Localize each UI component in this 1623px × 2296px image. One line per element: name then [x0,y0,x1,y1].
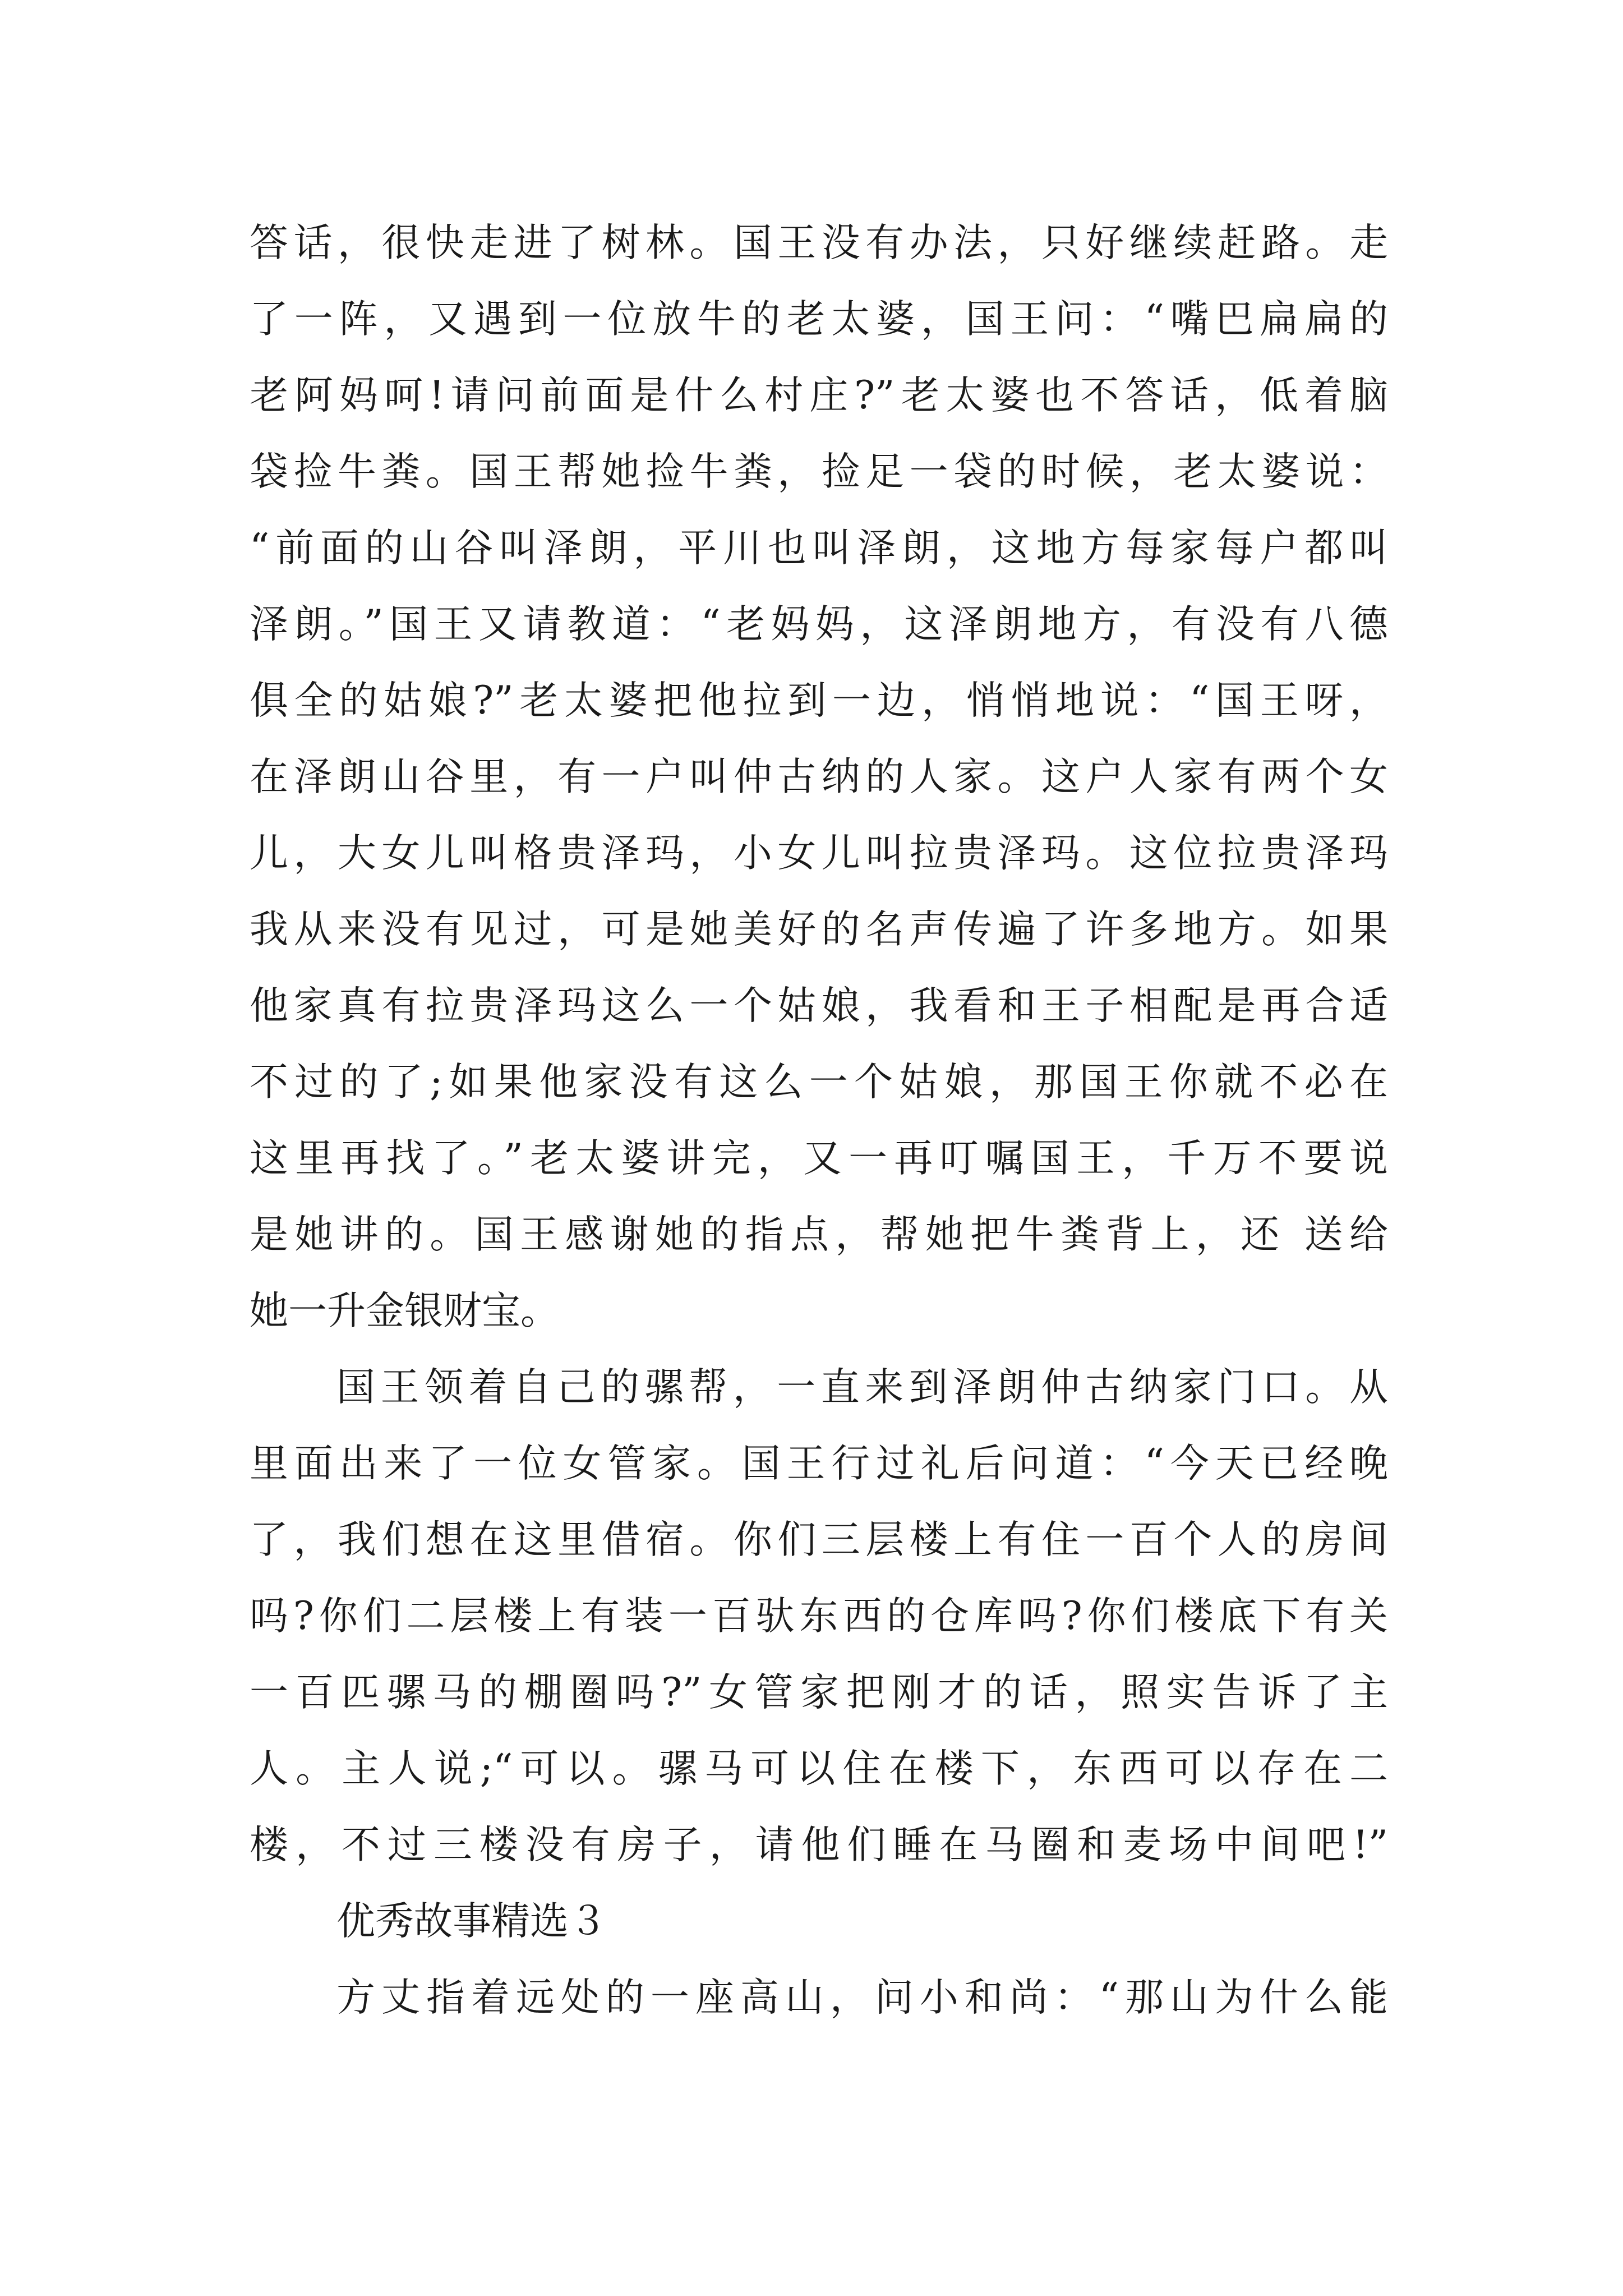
text-line: 泽朗。”国王又请教道：“老妈妈，这泽朗地方，有没有八德 [250,602,1388,647]
text-line: 她一升金银财宝。 [250,1289,559,1333]
text-line: 优秀故事精选３ [336,1899,607,1944]
text-line: 不过的了;如果他家没有这么一个姑娘，那国王你就不必在 [250,1060,1388,1105]
text-line: 人。主人说;“可以。骡马可以住在楼下，东西可以存在二 [250,1746,1388,1791]
text-line: 吗?你们二层楼上有装一百驮东西的仓库吗?你们楼底下有关 [250,1594,1388,1639]
text-line: 他家真有拉贵泽玛这么一个姑娘，我看和王子相配是再合适 [250,983,1388,1028]
text-line: 答话，很快走进了树林。国王没有办法，只好继续赶路。走 [250,220,1388,265]
body-text [250,205,1388,2036]
text-line: 这里再找了。”老太婆讲完，又一再叮嘱国王，千万不要说 [250,1136,1388,1181]
text-line: 一百匹骡马的棚圈吗?”女管家把刚才的话，照实告诉了主 [250,1670,1388,1715]
text-line: 楼，不过三楼没有房子，请他们睡在马圈和麦场中间吧!” [250,1823,1388,1867]
text-line: 老阿妈呵!请问前面是什么村庄?”老太婆也不答话，低着脑 [250,373,1388,418]
text-line: 俱全的姑娘?”老太婆把他拉到一边，悄悄地说：“国王呀， [250,678,1388,723]
text-line: “前面的山谷叫泽朗，平川也叫泽朗，这地方每家每户都叫 [250,526,1388,570]
text-line: 方丈指着远处的一座高山，问小和尚：“那山为什么能 [336,1975,1388,2020]
text-line: 袋捡牛粪。国王帮她捡牛粪，捡足一袋的时候，老太婆说： [250,449,1388,494]
text-line: 了一阵，又遇到一位放牛的老太婆，国王问：“嘴巴扁扁的 [250,297,1388,342]
text-line: 了，我们想在这里借宿。你们三层楼上有住一百个人的房间 [250,1517,1388,1562]
text-line: 里面出来了一位女管家。国王行过礼后问道：“今天已经晚 [250,1441,1388,1486]
text-line: 国王领着自己的骡帮，一直来到泽朗仲古纳家门口。从 [336,1365,1388,1410]
text-line: 是她讲的。国王感谢她的指点，帮她把牛粪背上，还 送给 [250,1212,1388,1257]
text-line: 在泽朗山谷里，有一户叫仲古纳的人家。这户人家有两个女 [250,754,1388,799]
text-line: 儿，大女儿叫格贵泽玛，小女儿叫拉贵泽玛。这位拉贵泽玛 [250,831,1388,876]
text-line: 我从来没有见过，可是她美好的名声传遍了许多地方。如果 [250,907,1388,952]
